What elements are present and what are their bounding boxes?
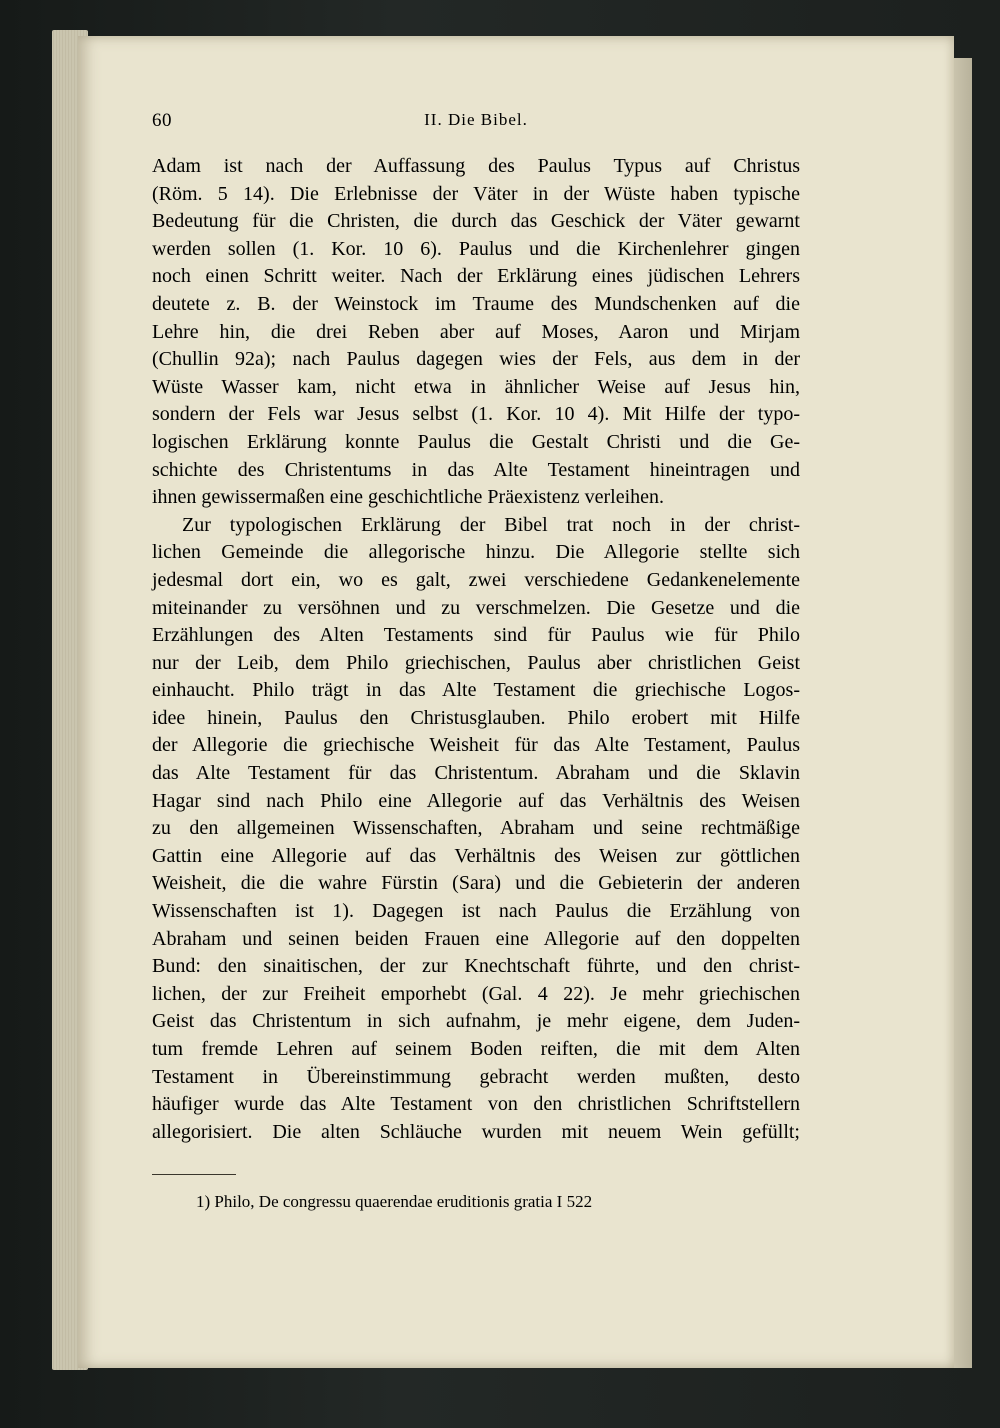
chapter-title: II. Die Bibel. bbox=[424, 110, 528, 129]
text-line: Abraham und seinen beiden Frauen eine Allegorie auf den doppelten bbox=[152, 927, 800, 950]
text-line: Geist das Christentum in sich aufnahm, je mehr eigene, dem Juden- bbox=[152, 1010, 800, 1033]
text-line: Adam ist nach der Auffassung des Paulus Typus auf Christus bbox=[152, 155, 800, 177]
text-line: Wüste Wasser kam, nicht etwa in ähnlicher Weise auf Jesus hin, bbox=[152, 375, 800, 398]
text-line: idee hinein, Paulus den Christusglauben. Philo erobert mit Hilfe bbox=[152, 706, 800, 729]
text-line: logischen Erklärung konnte Paulus die Gestalt Christi und die Ge- bbox=[152, 430, 800, 453]
text-line: Hagar sind nach Philo eine Allegorie auf das Verhältnis des Weisen bbox=[152, 789, 800, 812]
text-line: schichte des Christentums in das Alte Testament hineintragen und bbox=[152, 458, 800, 481]
text-line: das Alte Testament für das Christentum. Abraham und die Sklavin bbox=[152, 762, 800, 785]
text-line: lichen, der zur Freiheit emporhebt (Gal. 4 22). Je mehr griechischen bbox=[152, 982, 800, 1005]
text-line: sondern der Fels war Jesus selbst (1. Kor. 10 4). Mit Hilfe der typo- bbox=[152, 403, 800, 426]
text-line: zu den allgemeinen Wissenschaften, Abraham und seine rechtmäßige bbox=[152, 817, 800, 840]
body-text bbox=[152, 153, 800, 1146]
text-line: häufiger wurde das Alte Testament von den christlichen Schriftstellern bbox=[152, 1093, 800, 1116]
text-line: tum fremde Lehren auf seinem Boden reiften, die mit dem Alten bbox=[152, 1038, 800, 1060]
text-line: der Allegorie die griechische Weisheit für das Alte Testament, Paulus bbox=[152, 734, 800, 757]
text-line: Gattin eine Allegorie auf das Verhältnis des Weisen zur göttlichen bbox=[152, 844, 800, 867]
text-line: Erzählungen des Alten Testaments sind für Paulus wie für Philo bbox=[152, 624, 800, 647]
text-line: werden sollen (1. Kor. 10 6). Paulus und die Kirchenlehrer gingen bbox=[152, 237, 800, 260]
text-line: noch einen Schritt weiter. Nach der Erklärung eines jüdischen Lehrers bbox=[152, 265, 800, 288]
text-line: Lehre hin, die drei Reben aber auf Moses, Aaron und Mirjam bbox=[152, 320, 800, 343]
text-line: Testament in Übereinstimmung gebracht werden mußten, desto bbox=[152, 1065, 800, 1088]
text-line: lichen Gemeinde die allegorische hinzu. Die Allegorie stellte sich bbox=[152, 541, 800, 564]
page-number: 60 bbox=[152, 110, 172, 131]
text-line: jedesmal dort ein, wo es galt, zwei verschiedene Gedankenelemente bbox=[152, 568, 800, 591]
text-line: nur der Leib, dem Philo griechischen, Paulus aber christlichen Geist bbox=[152, 651, 800, 674]
text-line: (Chullin 92a); nach Paulus dagegen wies der Fels, aus dem in der bbox=[152, 348, 800, 371]
text-line: (Röm. 5 14). Die Erlebnisse der Väter in der Wüste haben typische bbox=[152, 182, 800, 205]
footnote-divider bbox=[152, 1174, 236, 1175]
text-line: ihnen gewissermaßen eine geschichtliche Präexistenz verleihen. bbox=[152, 486, 665, 509]
text-line: Bedeutung für die Christen, die durch das Geschick der Väter gewarnt bbox=[152, 210, 800, 233]
text-line: einhaucht. Philo trägt in das Alte Testament die griechische Logos- bbox=[152, 679, 800, 702]
text-line: deutete z. B. der Weinstock im Traume des Mundschenken auf die bbox=[152, 292, 800, 315]
paragraph-2 bbox=[152, 512, 800, 1147]
text-line: allegorisiert. Die alten Schläuche wurden mit neuem Wein gefüllt; bbox=[152, 1120, 800, 1143]
text-line: Weisheit, die die wahre Fürstin (Sara) und die Gebieterin der anderen bbox=[152, 872, 800, 895]
footnote: 1) Philo, De congressu quaerendae eruditionis gratia I 522 bbox=[196, 1192, 593, 1211]
text-line: Bund: den sinaitischen, der zur Knechtschaft führte, und den christ- bbox=[152, 955, 800, 978]
text-line: Wissenschaften ist 1). Dagegen ist nach Paulus die Erzählung von bbox=[152, 900, 800, 923]
text-line: miteinander zu versöhnen und zu verschmelzen. Die Gesetze und die bbox=[152, 596, 800, 619]
text-line: Zur typologischen Erklärung der Bibel trat noch in der christ- bbox=[182, 513, 800, 536]
paragraph-1 bbox=[152, 153, 800, 512]
running-head bbox=[152, 110, 800, 136]
